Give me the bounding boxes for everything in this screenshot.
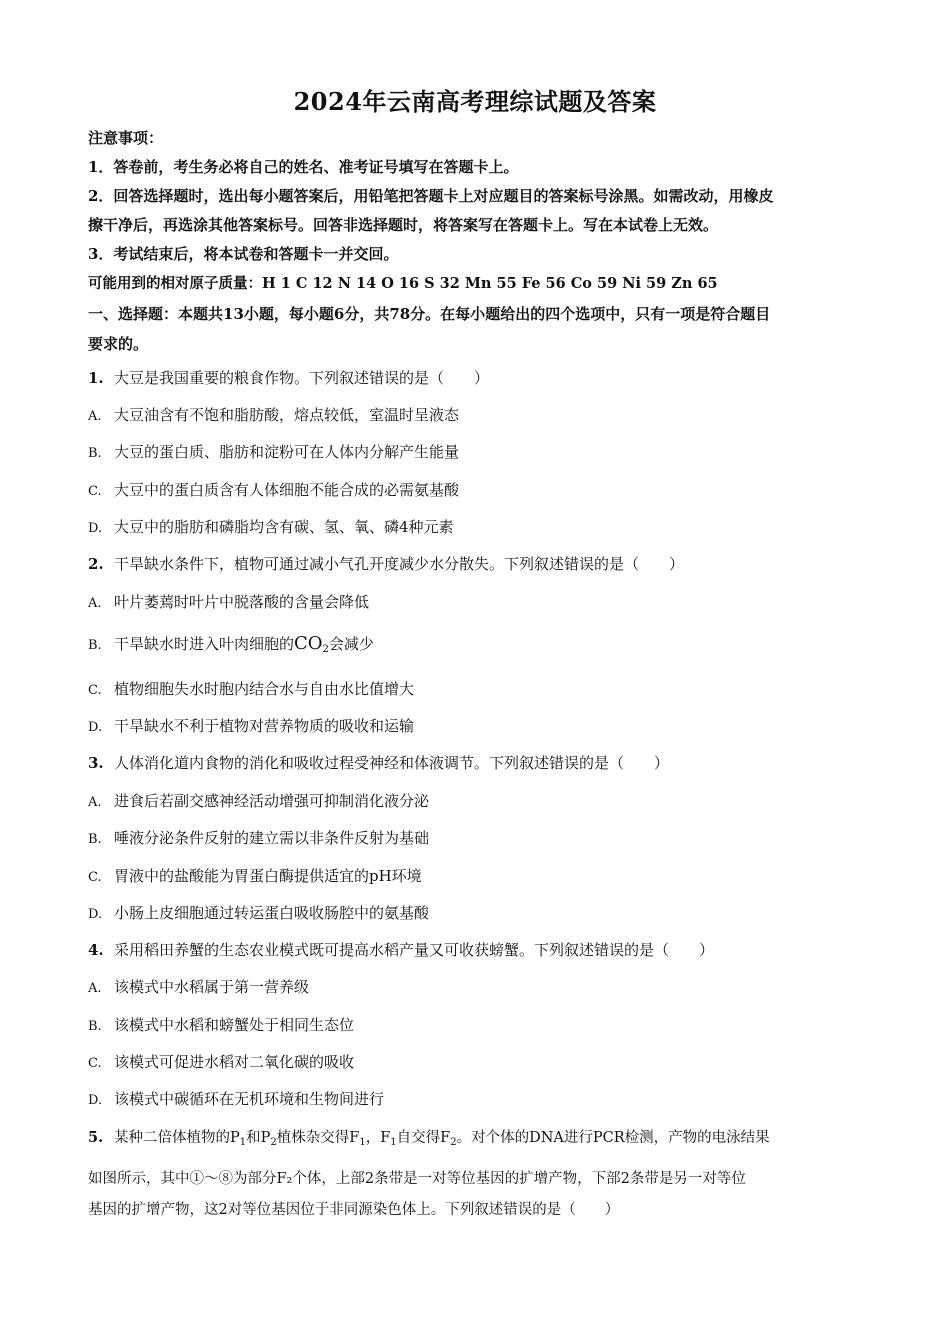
option-4d: D. 该模式中碳循环在无机环境和生物间进行 <box>88 1090 385 1108</box>
atomic-masses: 可能用到的相对原子质量：H 1 C 12 N 14 O 16 S 32 Mn 55 Fe 56 Co 59 Ni 59 Zn 65 <box>88 275 718 292</box>
question-2 <box>88 554 868 574</box>
question-3 <box>88 753 868 773</box>
notice-item-2: 2．回答选择题时，选出每小题答案后，用铅笔把答题卡上对应题目的答案标号涂黑。如需改动，用橡皮 <box>88 187 774 205</box>
notice-item-2-cont: 擦干净后，再选涂其他答案标号。回答非选择题时，将答案写在答题卡上。写在本试卷上无效。 <box>88 216 719 234</box>
option-1c: C. 大豆中的蛋白质含有人体细胞不能合成的必需氨基酸 <box>88 481 460 499</box>
option-3c: C. 胃液中的盐酸能为胃蛋白酶提供适宜的pH环境 <box>88 867 422 885</box>
option-2a: A. 叶片萎蔫时叶片中脱落酸的含量会降低 <box>88 593 370 611</box>
co2-formula: $CO_2$ <box>294 633 329 655</box>
notice-heading: 注意事项： <box>88 129 164 147</box>
question-stem: 干旱缺水条件下，植物可通过减小气孔开度减少水分散失。下列叙述错误的是（ ） <box>114 555 685 573</box>
question-stem: 人体消化道内食物的消化和吸收过程受神经和体液调节。下列叙述错误的是（ ） <box>114 754 670 772</box>
option-2b: B. 干旱缺水时进入叶肉细胞的$CO_2$会减少 <box>88 633 374 655</box>
option-4a: A. 该模式中水稻属于第一营养级 <box>88 978 310 996</box>
question-number: 2. <box>88 555 104 573</box>
option-4b: B. 该模式中水稻和螃蟹处于相同生态位 <box>88 1016 355 1034</box>
option-2d: D. 干旱缺水不利于植物对营养物质的吸收和运输 <box>88 717 415 735</box>
option-1b: B. 大豆的蛋白质、脂肪和淀粉可在人体内分解产生能量 <box>88 443 460 461</box>
question-5 <box>88 1128 868 1153</box>
notice-item-1: 1．答卷前，考生务必将自己的姓名、准考证号填写在答题卡上。 <box>88 158 519 176</box>
option-3d: D. 小肠上皮细胞通过转运蛋白吸收肠腔中的氨基酸 <box>88 904 430 922</box>
section-heading-cont: 要求的。 <box>88 335 149 353</box>
question-4 <box>88 940 868 960</box>
option-3b: B. 唾液分泌条件反射的建立需以非条件反射为基础 <box>88 829 430 847</box>
notice-item-3: 3．考试结束后，将本试卷和答题卡一并交回。 <box>88 245 399 263</box>
question-1 <box>88 368 868 388</box>
option-1a: A. 大豆油含有不饱和脂肪酸，熔点较低，室温时呈液态 <box>88 406 460 424</box>
option-4c: C. 该模式可促进水稻对二氧化碳的吸收 <box>88 1053 355 1071</box>
question-5-cont-2: 基因的扩增产物，这2对等位基因位于非同源染色体上。下列叙述错误的是（ ） <box>88 1202 620 1218</box>
question-number: 5. <box>88 1129 104 1146</box>
question-number: 3. <box>88 754 104 772</box>
option-3a: A. 进食后若副交感神经活动增强可抑制消化液分泌 <box>88 792 430 810</box>
question-stem: 某种二倍体植物的$P_1$和$P_2$植株杂交得$F_1$，$F_1$自交得$F_2$。对个体的DNA进行PCR检测，产物的电泳结果 <box>114 1130 770 1148</box>
question-5-cont: 如图所示，其中①～⑧为部分F₂个体，上部2条带是一对等位基因的扩增产物，下部2条带是另一对等位 <box>88 1171 746 1187</box>
option-2c: C. 植物细胞失水时胞内结合水与自由水比值增大 <box>88 680 415 698</box>
question-stem: 采用稻田养蟹的生态农业模式既可提高水稻产量又可收获螃蟹。下列叙述错误的是（ ） <box>114 941 715 959</box>
document-title: 2024年云南高考理综试题及答案 <box>293 87 657 116</box>
option-1d: D. 大豆中的脂肪和磷脂均含有碳、氢、氧、磷4种元素 <box>88 518 454 536</box>
question-number: 1. <box>88 369 104 387</box>
question-stem: 大豆是我国重要的粮食作物。下列叙述错误的是（ ） <box>114 369 490 387</box>
question-number: 4. <box>88 941 104 959</box>
section-heading: 一、选择题：本题共13小题，每小题6分，共78分。在每小题给出的四个选项中，只有一项是符合题目 <box>88 305 771 323</box>
